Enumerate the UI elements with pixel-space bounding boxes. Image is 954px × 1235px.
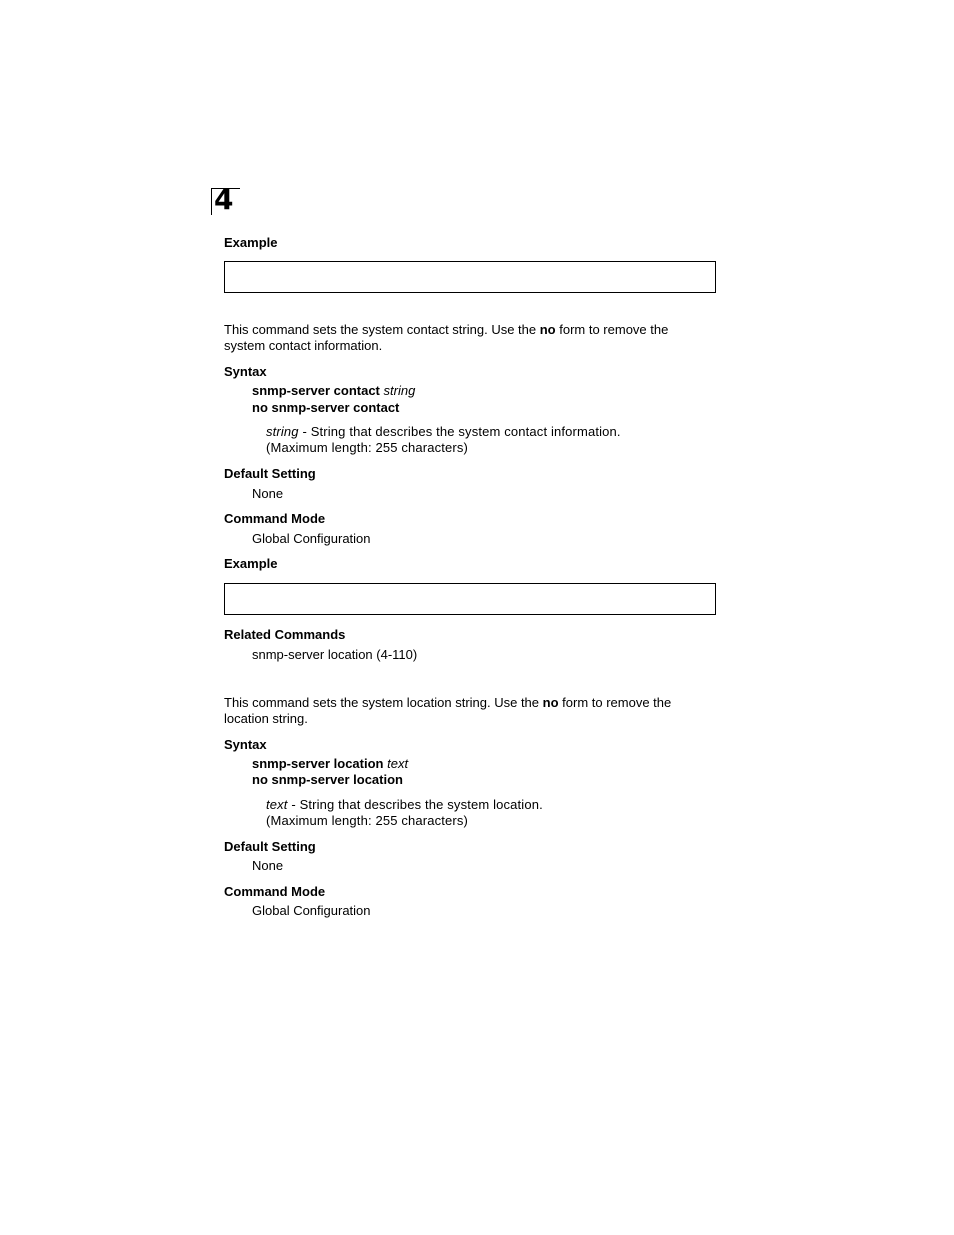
contact-syntax-cmd: snmp-server contact — [252, 383, 380, 398]
location-description — [224, 695, 671, 727]
contact-desc-text-2: form to remove the — [555, 322, 669, 337]
chapter-marker — [211, 183, 240, 216]
example-code-box — [224, 261, 716, 293]
location-syntax-arg: text — [387, 756, 409, 771]
syntax-heading: Syntax — [224, 364, 267, 379]
contact-param-desc: - String that describes the system contact information. — [298, 424, 621, 439]
location-syntax-cmd: snmp-server location — [252, 756, 384, 771]
example-heading: Example — [224, 556, 278, 571]
related-commands-heading: Related Commands — [224, 627, 346, 642]
chapter-number: 4 — [214, 183, 233, 216]
location-desc-no: no — [542, 695, 559, 710]
location-param-max: (Maximum length: 255 characters) — [266, 813, 469, 828]
command-mode-value: Global Configuration — [252, 531, 371, 546]
location-desc-text-2: form to remove the — [558, 695, 672, 710]
contact-syntax-line — [252, 383, 415, 399]
command-mode-heading: Command Mode — [224, 884, 326, 899]
contact-param — [266, 424, 621, 456]
default-setting-value: None — [252, 486, 284, 501]
default-setting-heading: Default Setting — [224, 839, 316, 854]
location-desc-line2: location string. — [224, 711, 308, 726]
default-setting-value: None — [252, 858, 284, 873]
contact-syntax-arg: string — [383, 383, 416, 398]
contact-syntax-no: no snmp-server contact — [252, 400, 400, 415]
location-param-desc: - String that describes the system location. — [287, 797, 543, 812]
contact-desc-line2: system contact information. — [224, 338, 383, 353]
contact-description — [224, 322, 668, 354]
example-heading: Example — [224, 235, 278, 250]
location-desc-text: This command sets the system location string. Use the — [224, 695, 543, 710]
command-mode-heading: Command Mode — [224, 511, 326, 526]
location-param — [266, 797, 543, 829]
related-command-link: snmp-server location (4-110) — [252, 647, 418, 662]
contact-param-name: string — [266, 424, 299, 439]
contact-param-max: (Maximum length: 255 characters) — [266, 440, 469, 455]
location-param-name: text — [266, 797, 288, 812]
contact-desc-no: no — [539, 322, 556, 337]
example-code-box — [224, 583, 716, 615]
location-syntax-no: no snmp-server location — [252, 772, 403, 787]
contact-desc-text: This command sets the system contact string. Use the — [224, 322, 540, 337]
default-setting-heading: Default Setting — [224, 466, 316, 481]
command-mode-value: Global Configuration — [252, 903, 371, 918]
syntax-heading: Syntax — [224, 737, 267, 752]
location-syntax-line — [252, 756, 408, 772]
